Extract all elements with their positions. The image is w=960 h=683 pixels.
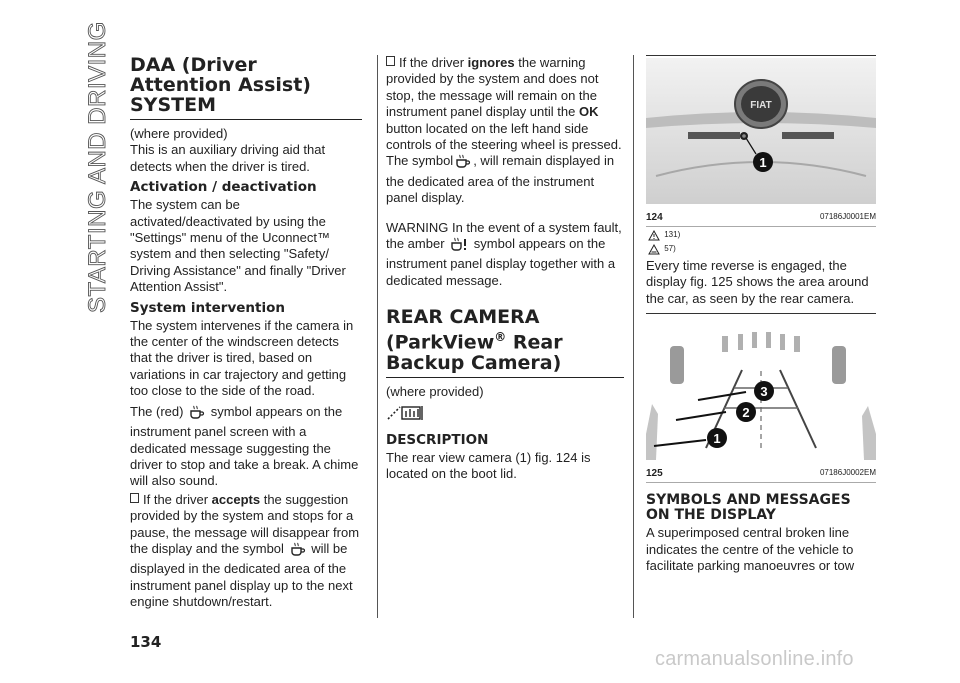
chapter-side-title-text: STARTING AND DRIVING [84, 21, 111, 313]
warning-note-57 [646, 244, 876, 257]
column-divider [633, 55, 634, 618]
ignores-word: ignores [467, 55, 515, 70]
activation-heading: Activation / deactivation [130, 179, 317, 196]
intervention-heading: System intervention [130, 299, 285, 316]
accepts-paragraph [130, 492, 362, 611]
warning-note-131 [646, 230, 876, 243]
reverse-text: Every time reverse is engaged, the display fig. 125 shows the area around the car, as seen by the rear camera. [646, 258, 869, 306]
caution-triangle-icon [648, 244, 660, 257]
coffee-cup-icon [290, 541, 306, 561]
camera-where-provided: (where provided) [386, 383, 484, 399]
rear-camera-heading-part-2: Rear Backup Camera) [386, 331, 563, 374]
coffee-cup-icon [189, 404, 205, 424]
warning-pre: WARNING In the event of a system fault, the amber [386, 219, 622, 252]
fig125-callout-1: 1 [713, 431, 721, 447]
registered-mark: ® [494, 330, 507, 345]
fig125-callout-3: 3 [760, 384, 768, 400]
warning-post: symbol appears on the instrument panel display together with a dedicated message. [386, 236, 616, 288]
rear-camera-view-image [646, 314, 876, 460]
daa-heading: DAA (Driver Attention Assist) SYSTEM [130, 55, 362, 120]
figure-124-number: 124 [646, 212, 663, 223]
figure-125-caption [646, 468, 876, 483]
figure-125 [646, 313, 876, 483]
fig124-callout: 1 [759, 155, 767, 170]
boot-lid-camera-image [646, 56, 876, 204]
description-heading: DESCRIPTION [386, 432, 489, 449]
checkbox-bullet-icon [130, 493, 139, 503]
rear-camera-heading-part-1: REAR CAMERA (ParkView [386, 306, 540, 354]
accepts-post-2: will be displayed in the dedicated area of the instrument panel display up to the next engine shutdown/restart. [130, 540, 353, 610]
column-left [130, 55, 362, 611]
figure-125-code: 07186J0002EM [819, 468, 876, 478]
accepts-word: accepts [211, 491, 261, 507]
column-middle [386, 55, 624, 483]
page-number: 134 [130, 633, 162, 651]
description-text: The rear view camera (1) fig. 124 is located on the boot lid. [386, 450, 591, 482]
column-divider [377, 55, 378, 618]
ok-word: OK [578, 104, 599, 120]
symbols-heading: SYMBOLS AND MESSAGES ON THE DISPLAY [646, 492, 851, 524]
ignores-paragraph [386, 55, 624, 207]
rear-camera-heading [386, 307, 624, 377]
rear-camera-icon [386, 403, 624, 428]
warning-paragraph [386, 220, 624, 290]
activation-text: The system can be activated/deactivated by using the "Settings" menu of the Uconnect™ system and then selecting "Safety/ Driving Assistance" and finally "Driver Attention Assist". [130, 197, 346, 295]
column-right [646, 55, 876, 574]
figure-124-code: 07186J0001EM [819, 212, 876, 221]
fig125-callout-2: 2 [742, 405, 750, 421]
coffee-cup-warning-icon [450, 236, 468, 256]
fiat-logo-text: FIAT [750, 100, 772, 111]
accepts-pre: If the driver [143, 491, 209, 507]
daa-where-provided: (where provided) [130, 126, 228, 141]
intervention-text: The system intervenes if the camera in the center of the windscreen detects that the driver is tired, based on variations in car trajectory and getting too close to the side of the road. [130, 317, 354, 399]
chapter-side-title [81, 21, 111, 315]
figure-124 [646, 55, 876, 227]
note-131-text: 131) [664, 230, 681, 239]
accepts-post: the suggestion provided by the system and stops for a pause, the message will disappear from the display and the symbol [130, 491, 360, 556]
daa-intro-text: This is an auxiliary driving aid that detects when the driver is tired. [130, 142, 326, 174]
checkbox-bullet-icon [386, 56, 395, 66]
figure-125-number: 125 [646, 468, 663, 480]
note-57-text: 57) [664, 244, 676, 253]
ignores-post-3: , will remain displayed in the dedicated area of the instrument panel display. [386, 153, 615, 206]
red-symbol-paragraph [130, 404, 362, 490]
ignores-post: the warning provided by the system and does not stop, the message will remain on the instrument panel display until the [386, 55, 599, 120]
ignores-pre: If the driver [399, 55, 465, 70]
red-symbol-pre: The (red) [130, 403, 184, 419]
watermark: carmanualsonline.info [655, 648, 854, 670]
ignores-post-2: button located on the left hand side controls of the steering wheel is pressed. The symbol [386, 120, 622, 169]
red-symbol-post: symbol appears on the instrument panel screen with a dedicated message suggesting the driver to stop and take a break. A chime will also sound. [130, 403, 359, 489]
symbols-text: A superimposed central broken line indicates the centre of the vehicle to facilitate parking manoeuvres or tow [646, 525, 855, 574]
figure-124-caption [646, 212, 876, 227]
warning-triangle-icon [648, 230, 660, 243]
coffee-cup-icon [455, 153, 471, 173]
